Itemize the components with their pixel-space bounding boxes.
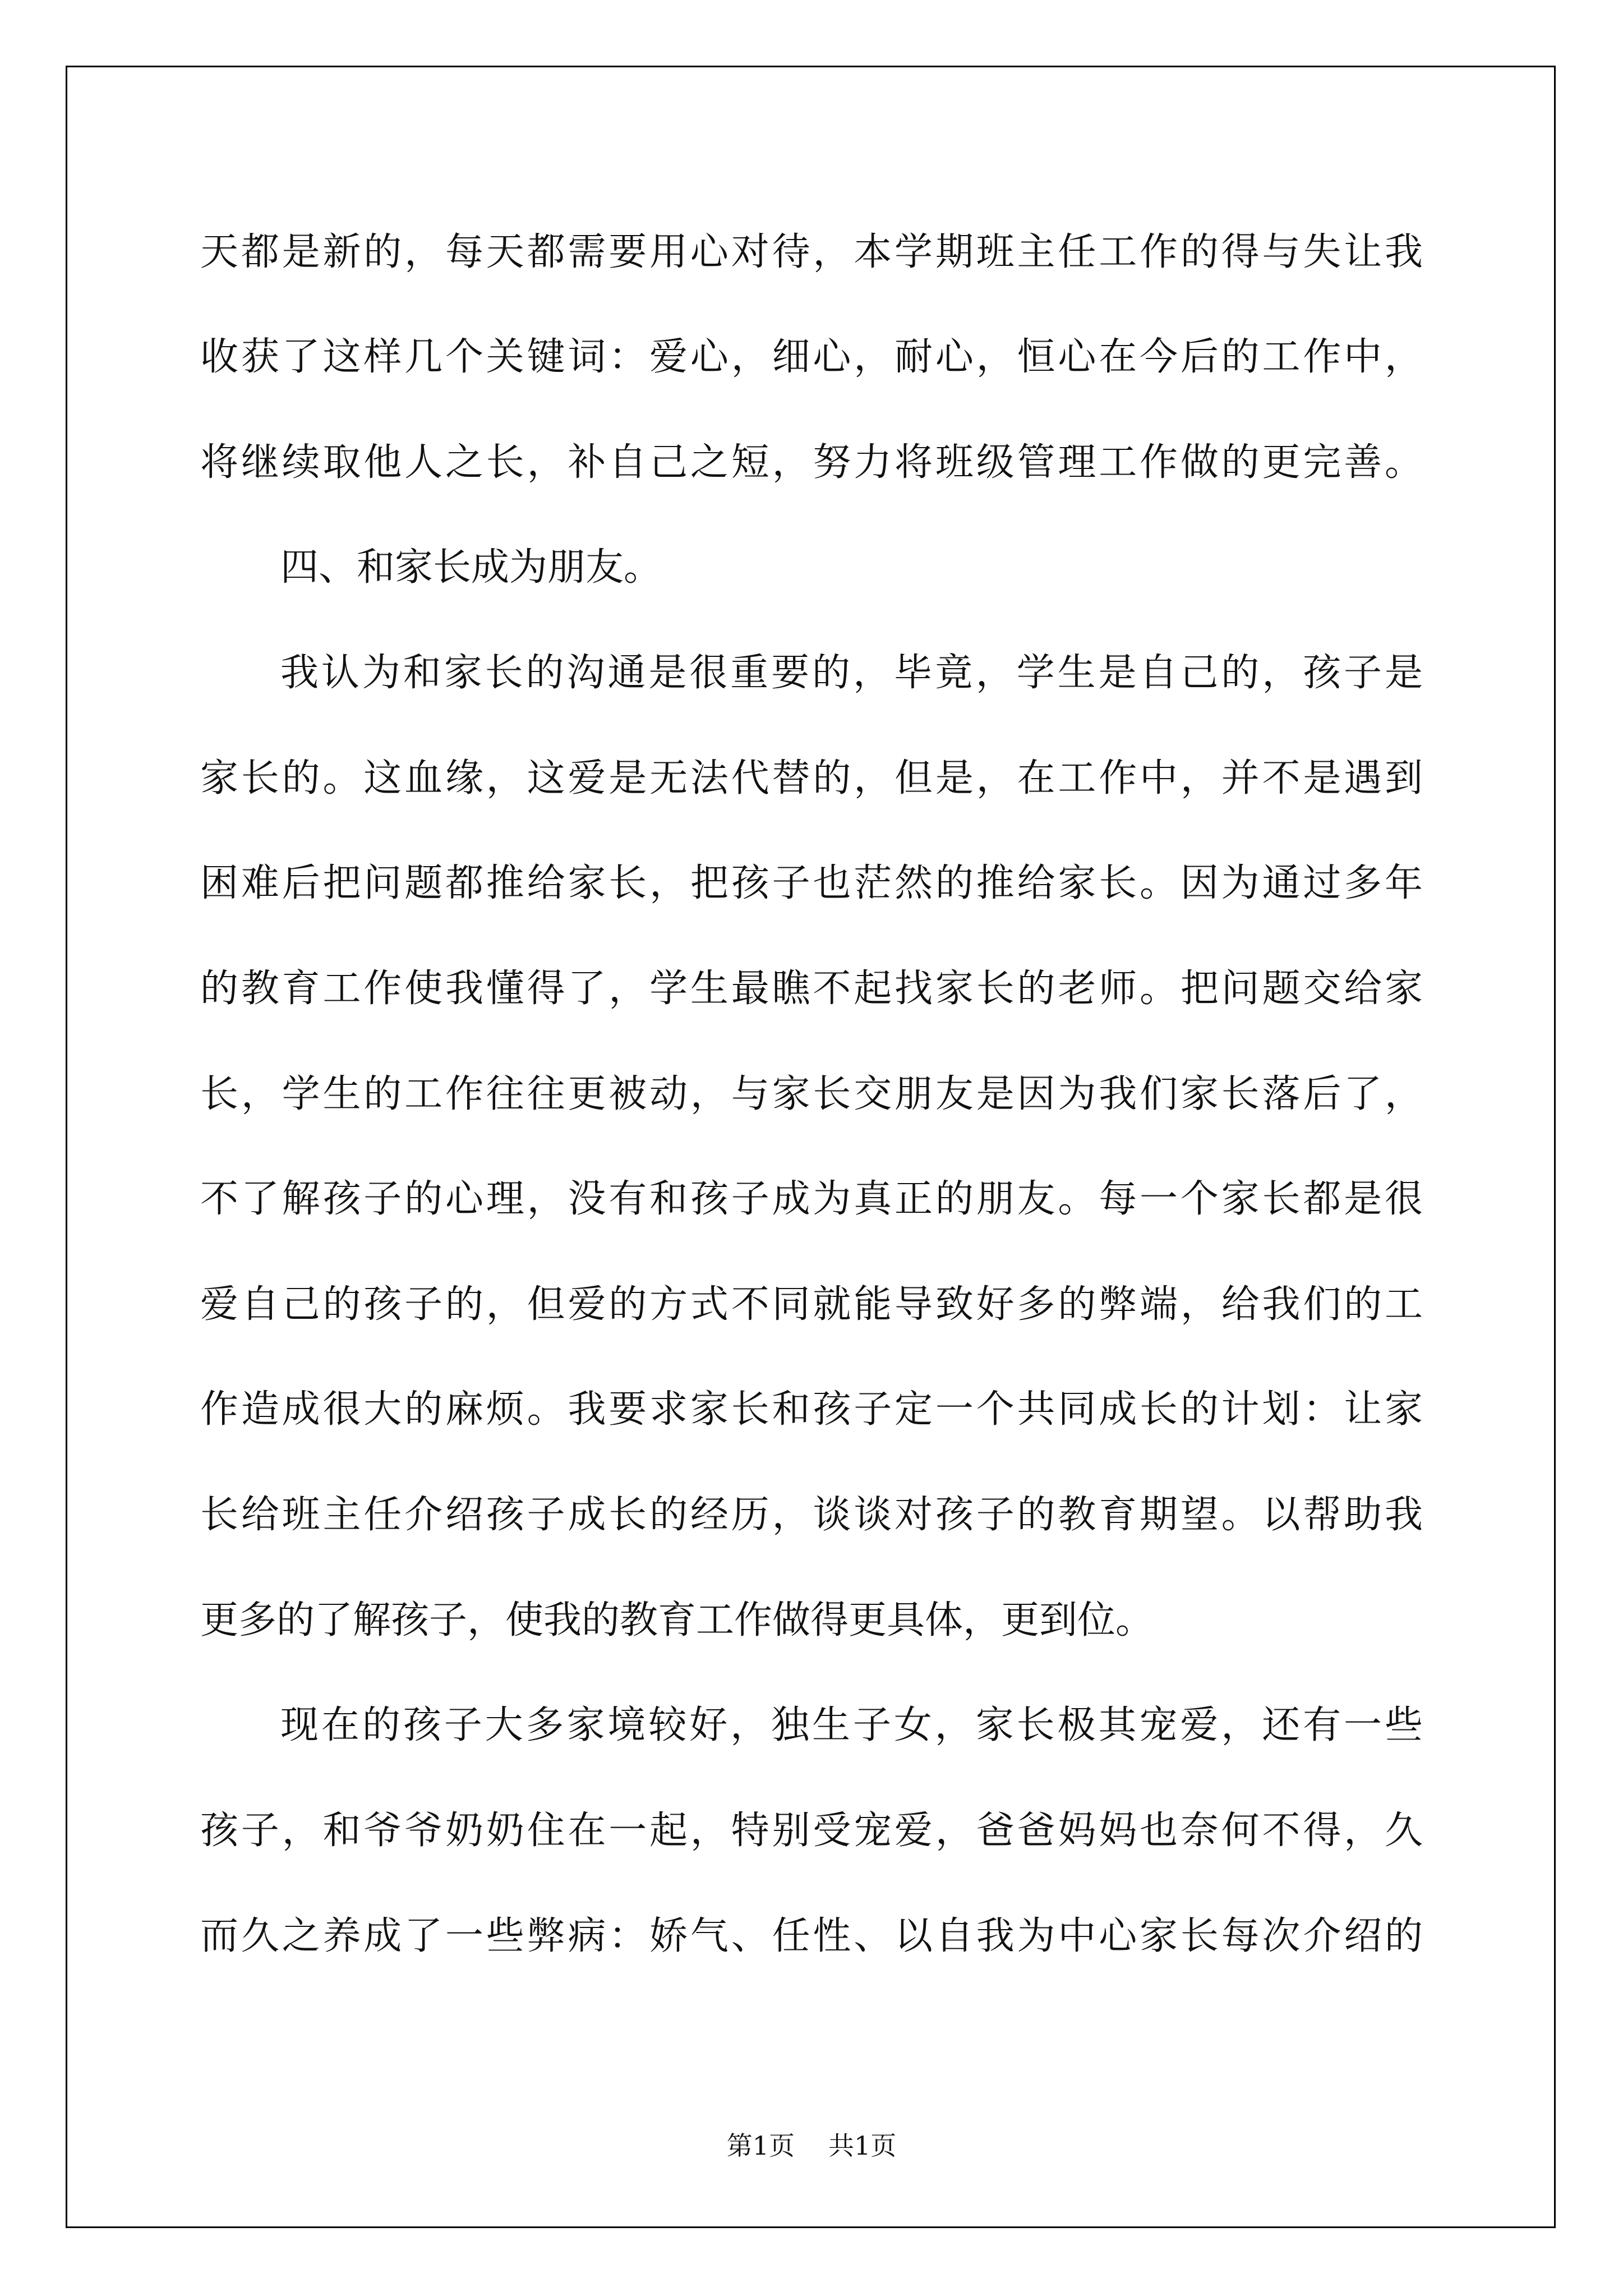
text-line: 我认为和家长的沟通是很重要的，毕竟，学生是自己的，孩子是 (280, 651, 1423, 695)
text-line: 作造成很大的麻烦。我要求家长和孩子定一个共同成长的计划：让家 (200, 1387, 1423, 1432)
text-line: 现在的孩子大多家境较好，独生子女，家长极其宠爱，还有一些 (280, 1703, 1423, 1747)
text-line: 爱自己的孩子的，但爱的方式不同就能导致好多的弊端，给我们的工 (200, 1282, 1423, 1327)
text-line: 长，学生的工作往往更被动，与家长交朋友是因为我们家长落后了， (200, 1072, 1423, 1116)
text-line: 长给班主任介绍孩子成长的经历，谈谈对孩子的教育期望。以帮助我 (200, 1493, 1423, 1537)
text-line: 天都是新的，每天都需要用心对待，本学期班主任工作的得与失让我 (200, 230, 1423, 274)
section-heading: 四、和家长成为朋友。 (280, 545, 662, 590)
page-footer (0, 2130, 1623, 2161)
text-line: 的教育工作使我懂得了，学生最瞧不起找家长的老师。把问题交给家 (200, 967, 1423, 1011)
text-line: 困难后把问题都推给家长，把孩子也茫然的推给家长。因为通过多年 (200, 861, 1423, 905)
page-border (66, 66, 1556, 2228)
text-line: 家长的。这血缘，这爱是无法代替的，但是，在工作中，并不是遇到 (200, 756, 1423, 800)
text-line: 孩子，和爷爷奶奶住在一起，特别受宠爱，爸爸妈妈也奈何不得，久 (200, 1809, 1423, 1853)
text-line: 而久之养成了一些弊病：娇气、任性、以自我为中心家长每次介绍的 (200, 1914, 1423, 1958)
page-total: 共1页 (828, 2131, 897, 2161)
text-line: 将继续取他人之长，补自己之短，努力将班级管理工作做的更完善。 (200, 440, 1423, 485)
text-line: 收获了这样几个关键词：爱心，细心，耐心，恒心在今后的工作中， (200, 335, 1423, 379)
page-number: 第1页 (726, 2131, 795, 2161)
text-line: 不了解孩子的心理，没有和孩子成为真正的朋友。每一个家长都是很 (200, 1177, 1423, 1221)
text-line: 更多的了解孩子，使我的教育工作做得更具体，更到位。 (200, 1598, 1154, 1642)
